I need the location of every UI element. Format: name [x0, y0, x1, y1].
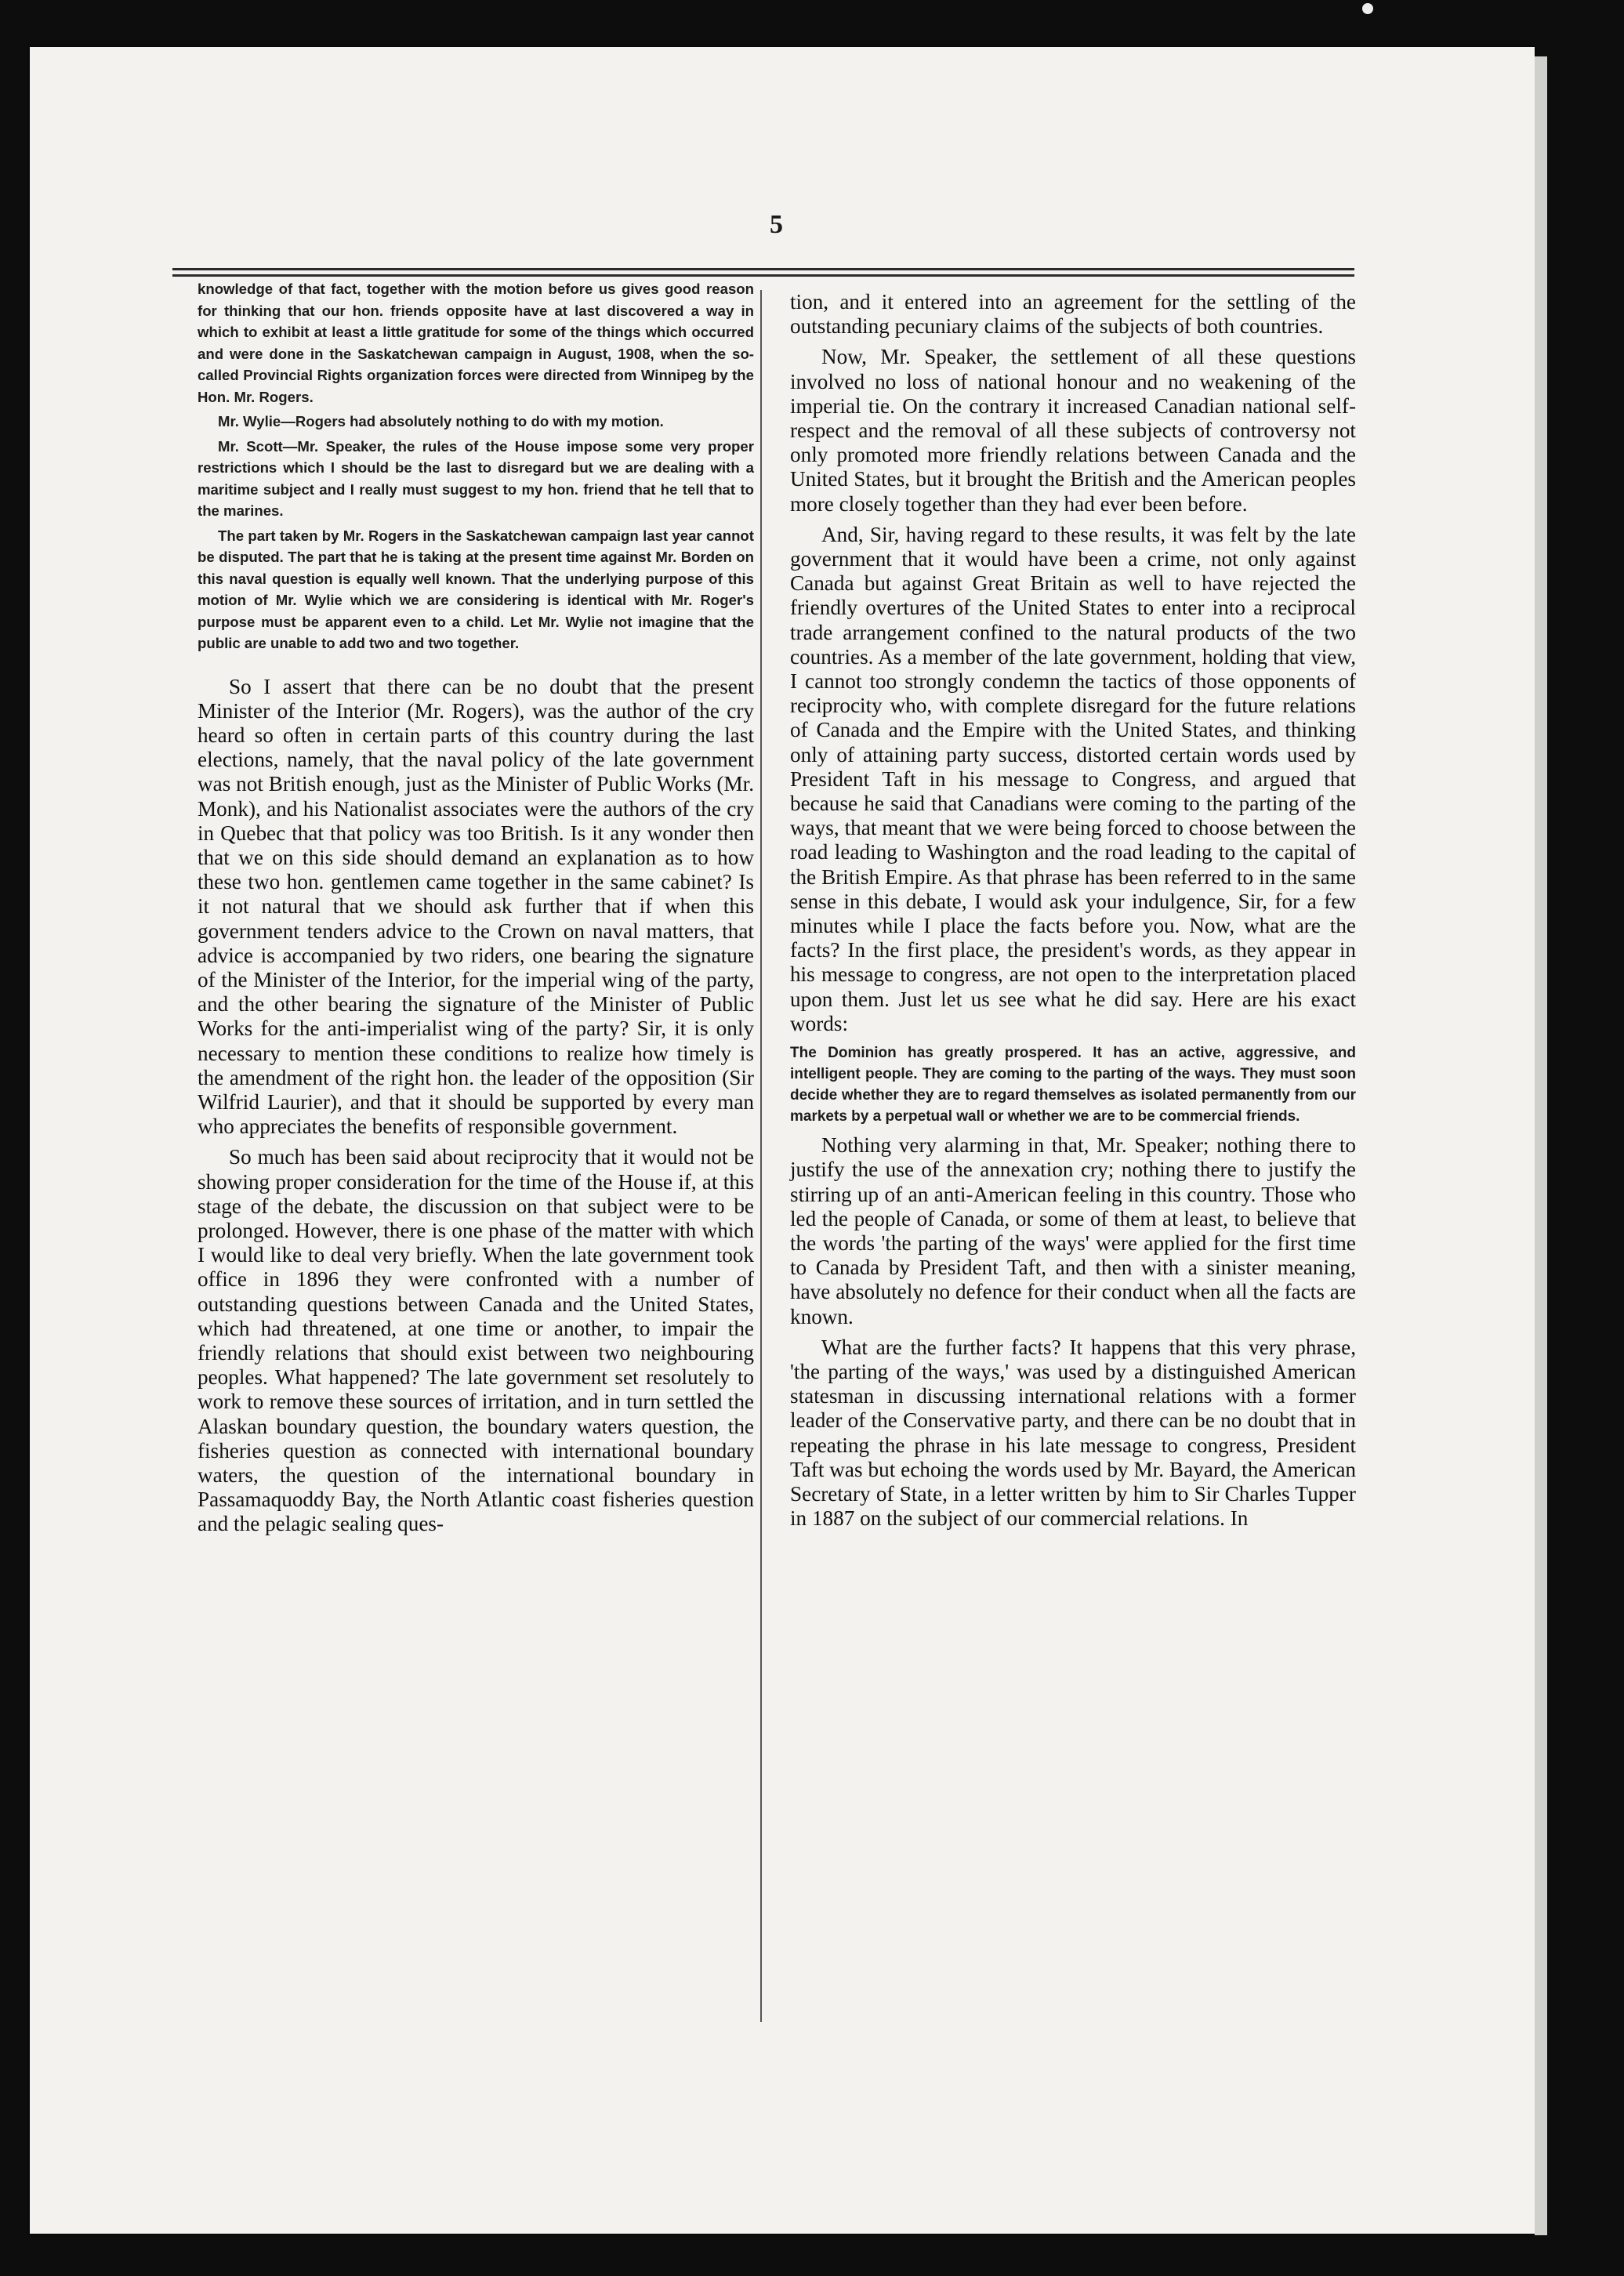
right-column — [790, 290, 1356, 1531]
speech-paragraph: What are the further facts? It happens that this very phrase, 'the parting of the ways,' was used by a distinguished American statesman in discussing international relations with a former leader of the Conservative party, and there can be no doubt that in repeating the phrase in his late message to congress, President Taft was but echoing the words used by Mr. Bayard, the American Secretary of State, in a letter written by him to Sir Charles Tupper in 1887 on the subject of our commercial relations. In — [790, 1335, 1356, 1531]
speech-text-left — [198, 675, 754, 1537]
speech-paragraph: So I assert that there can be no doubt that the present Minister of the Interior (Mr. Rogers), was the author of the cry heard so often in certain parts of this country during the last elections, namely, that the naval policy of the late government was not British enough, just as the Minister of Public Works (Mr. Monk), and his Nationalist associates were the authors of the cry in Quebec that that policy was too British. Is it any wonder then that we on this side should demand an explanation as to how these two hon. gentlemen came together in the same cabinet? Is it not natural that we should ask further that if when this government tenders advice to the Crown on naval matters, that advice is accompanied by two riders, one bearing the signature of the Minister of the Interior, for the imperial wing of the party, and the other bearing the signature of the Minister of Public Works for the anti-imperialist wing of the party? Sir, it is only necessary to mention these conditions to realize how timely is the amendment of the right hon. the leader of the opposition (Sir Wilfrid Laurier), and that it should be supported by every man who appreciates the benefits of responsible government. — [198, 674, 754, 1139]
speech-paragraph: tion, and it entered into an agreement for the settling of the outstanding pecuniary claims of the subjects of both countries. — [790, 290, 1356, 339]
speech-paragraph: So much has been said about reciprocity that it would not be showing proper consideration for the time of the House if, at this stage of the debate, the discussion on that subject were to be prolonged. However, there is one phase of the matter with which I would like to deal very briefly. When the late government took office in 1896 they were confronted with a number of outstanding questions between Canada and the United States, which had threatened, at one time or another, to impair the friendly relations that should exist between two neighbouring peoples. What happened? The late government set resolutely to work to remove these sources of irritation, and in turn settled the Alaskan boundary question, the boundary waters question, the fisheries question as connected with international boundary waters, the question of the international boundary in Passamaquoddy Bay, the North Atlantic coast fisheries question and the pelagic sealing ques- — [198, 1145, 754, 1536]
page-edge — [1535, 56, 1547, 2235]
header-rule-top — [172, 268, 1354, 270]
page-number: 5 — [770, 210, 783, 239]
speech-paragraph: And, Sir, having regard to these results, it was felt by the late government that it would have been a crime, not only against Canada but against Great Britain as well to have rejected the friendly overtures of the United States to enter into a reciprocal trade arrangement confined to the natural products of the two countries. As a member of the late government, holding that view, I cannot too strongly condemn the tactics of those opponents of reciprocity who, with complete disregard for the future relations of Canada and the Empire with the United States, and thinking only of attaining party success, distorted certain words used by President Taft in his message to Congress, and argued that because he said that Canadians were coming to the parting of the ways, that meant that we were being forced to choose between the road leading to Washington and the road leading to the capital of the British Empire. As that phrase has been referred to in the same sense in this debate, I would ask your indulgence, Sir, for a few minutes while I place the facts before you. Now, what are the facts? In the first place, the president's words, as they appear in his message to congress, are not open to the interpretation placed upon them. Just let us see what he did say. Here are his exact words: — [790, 522, 1356, 1035]
report-paragraph: Mr. Scott—Mr. Speaker, the rules of the House impose some very proper restrictions which I should be the last to disregard but we are dealing with a maritime subject and I really must suggest to my hon. friend that he tell that to the marines. — [198, 437, 754, 519]
speech-paragraph: Nothing very alarming in that, Mr. Speaker; nothing there to justify the use of the annexation cry; nothing there to justify the stirring up of an anti-American feeling in this country. Those who led the people of Canada, or some of them at least, to believe that the words 'the parting of the ways' were applied for the first time to Canada by President Taft, and then with a sinister meaning, have absolutely no defence for their conduct when all the facts are known. — [790, 1133, 1356, 1328]
scan-speck — [1362, 3, 1373, 14]
report-excerpt — [198, 278, 754, 654]
speech-paragraph: Now, Mr. Speaker, the settlement of all these questions involved no loss of national honour and no weakening of the imperial tie. On the contrary it increased Canadian national self-respect and the removal of all these subjects of controversy not only promoted more friendly relations between Canada and the United States, but it brought the British and the American peoples more closely together than they had ever been before. — [790, 345, 1356, 516]
column-divider — [760, 290, 762, 2022]
report-paragraph: The part taken by Mr. Rogers in the Saskatchewan campaign last year cannot be disputed. The part that he is taking at the present time against Mr. Borden on this naval question is equally well known. That the underlying purpose of this motion of Mr. Wylie which we are considering is identical with Mr. Roger's purpose must be apparent even to a child. Let Mr. Wylie not imagine that the public are unable to add two and two together. — [198, 527, 754, 651]
header-rule-bottom — [172, 274, 1354, 277]
report-paragraph: Mr. Wylie—Rogers had absolutely nothing to do with my motion. — [218, 413, 664, 429]
taft-quotation: The Dominion has greatly prospered. It has an active, aggressive, and intelligent people. They are coming to the parting of the ways. They must soon decide whether they are to regard themselves as isolated permanently from our markets by a perpetual wall or whether we are to be commercial friends. — [790, 1045, 1356, 1125]
report-paragraph: knowledge of that fact, together with the motion before us gives good reason for thinking that our hon. friends opposite have at last discovered a way in which to exhibit at least a little gratitude for some of the things which occurred and were done in the Saskatchewan campaign in August, 1908, when the so-called Provincial Rights organization forces were directed from Winnipeg by the Hon. Mr. Rogers. — [198, 281, 754, 405]
left-column — [198, 278, 754, 1537]
